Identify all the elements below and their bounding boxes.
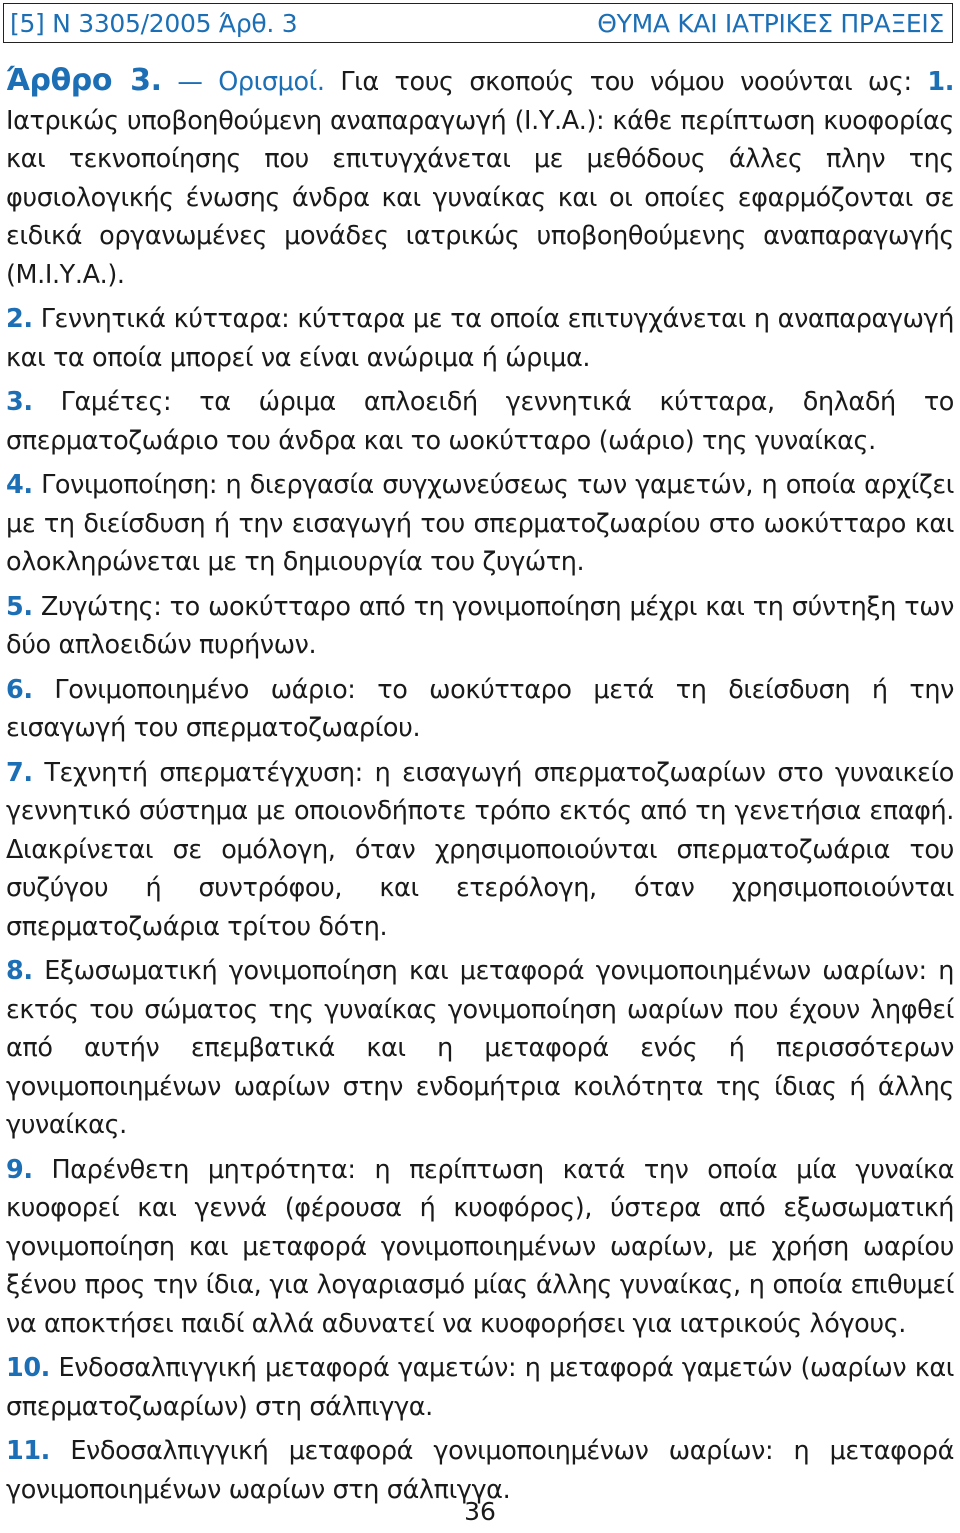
definition-text: Ζυγώτης: το ωοκύτταρο από τη γονιμοποίηση μέχρι και τη σύντηξη των δύο απλοειδών πυρήνων. [6,591,954,660]
definition-1 [6,62,954,294]
definition-number: 11. [6,1436,50,1466]
definition-text: Γονιμοποιημένο ωάριο: το ωοκύτταρο μετά τη διείσδυση ή την εισαγωγή του σπερματοζωαρίου. [6,674,954,743]
definition-6 [6,671,954,748]
definition-5 [6,588,954,665]
definition-number: 4. [6,470,33,500]
definition-2 [6,300,954,377]
definition-3 [6,383,954,460]
definition-text: Παρένθετη μητρότητα: η περίπτωση κατά την οποία μία γυναίκα κυοφορεί και γεννά (φέρουσα ή κυοφόρος), ύστερα από εξωσωματική γονιμοποίηση και μεταφορά γονιμοποιημένων ωαρίων, με χρήση ωαρίου ξένου προς την ίδια, για λογαριασμό μίας άλλης γυναίκας, η οποία επιθυμεί να αποκτήσει παιδί αλλά αδυνατεί να κυοφορήσει για ιατρικούς λόγους. [6,1154,954,1339]
definition-text: Ενδοσαλπιγγική μεταφορά γαμετών: η μεταφορά γαμετών (ωαρίων και σπερματοζωαρίων) στη σάλπιγγα. [6,1353,954,1422]
definition-number: 6. [6,674,33,705]
page-number: 36 [464,1497,496,1526]
article-title: Άρθρο 3. [6,63,162,98]
article-intro: Για τους σκοπούς του νόμου νοούνται ως: [324,67,928,97]
article-body [6,62,954,1515]
definition-number: 2. [6,304,33,334]
header-right: ΘΥΜΑ ΚΑΙ ΙΑΤΡΙΚΕΣ ΠΡΑΞΕΙΣ [597,8,944,38]
definition-text: Εξωσωματική γονιμοποίηση και μεταφορά γονιμοποιημένων ωαρίων: η εκτός του σώματος της γυναίκας γονιμοποίηση ωαρίων που έχουν ληφθεί από αυτήν επεμβατικά και η μεταφορά ενός ή περισσότερων γονιμοποιημένων ωαρίων στην ενδομήτρια κοιλότητα της ίδιας ή άλλης γυναίκας. [6,956,954,1140]
definition-4 [6,466,954,582]
definition-text: Ιατρικώς υποβοηθούμενη αναπαραγωγή (Ι.Υ.Α.): κάθε περίπτωση κυοφορίας και τεκνοποίησης που επιτυγχάνεται με μεθόδους άλλες πλην της φυσιολογικής ένωσης άνδρα και γυναίκας και οι οποίες εφαρμόζονται σε ειδικά οργανωμένες μονάδες ιατρικώς υποβοηθούμενης αναπαραγωγής (Μ.Ι.Υ.Α.). [6,105,954,290]
article-subtitle: — Ορισμοί. [161,67,325,97]
definition-10 [6,1349,954,1426]
definition-9 [6,1151,954,1344]
running-header [3,3,953,43]
definition-number: 7. [6,757,33,788]
definition-number: 8. [6,956,33,986]
definition-8 [6,952,954,1145]
definition-number: 3. [6,387,33,417]
definition-7 [6,754,954,947]
definition-text: Γεννητικά κύτταρα: κύτταρα με τα οποία επιτυγχάνεται η αναπαραγωγή και τα οποία μπορεί να είναι ανώριμα ή ώριμα. [6,304,954,373]
definition-number: 5. [6,591,33,622]
definition-text: Γονιμοποίηση: η διεργασία συγχωνεύσεως των γαμετών, η οποία αρχίζει με τη διείσδυση ή την εισαγωγή του σπερματοζωαρίου στο ωοκύτταρο και ολοκληρώνεται με τη δημιουργία του ζυγώτη. [6,470,954,577]
header-left: [5] Ν 3305/2005 Άρθ. 3 [10,8,298,38]
definition-text: Τεχνητή σπερματέγχυση: η εισαγωγή σπερματοζωαρίων στο γυναικείο γεννητικό σύστημα με οποιονδήποτε τρόπο εκτός από τη γενετήσια επαφή. Διακρίνεται σε ομόλογη, όταν χρησιμοποιούνται σπερματοζωάρια του συζύγου ή συντρόφου, και ετερόλογη, όταν χρησιμοποιούνται σπερματοζωάρια τρίτου δότη. [6,757,954,942]
definition-number: 10. [6,1353,50,1383]
definition-number: 9. [6,1154,33,1185]
definition-text: Ενδοσαλπιγγική μεταφορά γονιμοποιημένων ωαρίων: η μεταφορά γονιμοποιημένων ωαρίων στη σάλπιγγα. [6,1436,954,1505]
definition-text: Γαμέτες: τα ώριμα απλοειδή γεννητικά κύτταρα, δηλαδή το σπερματοζωάριο του άνδρα και το ωοκύτταρο (ωάριο) της γυναίκας. [6,387,954,456]
definition-number: 1. [927,67,955,97]
